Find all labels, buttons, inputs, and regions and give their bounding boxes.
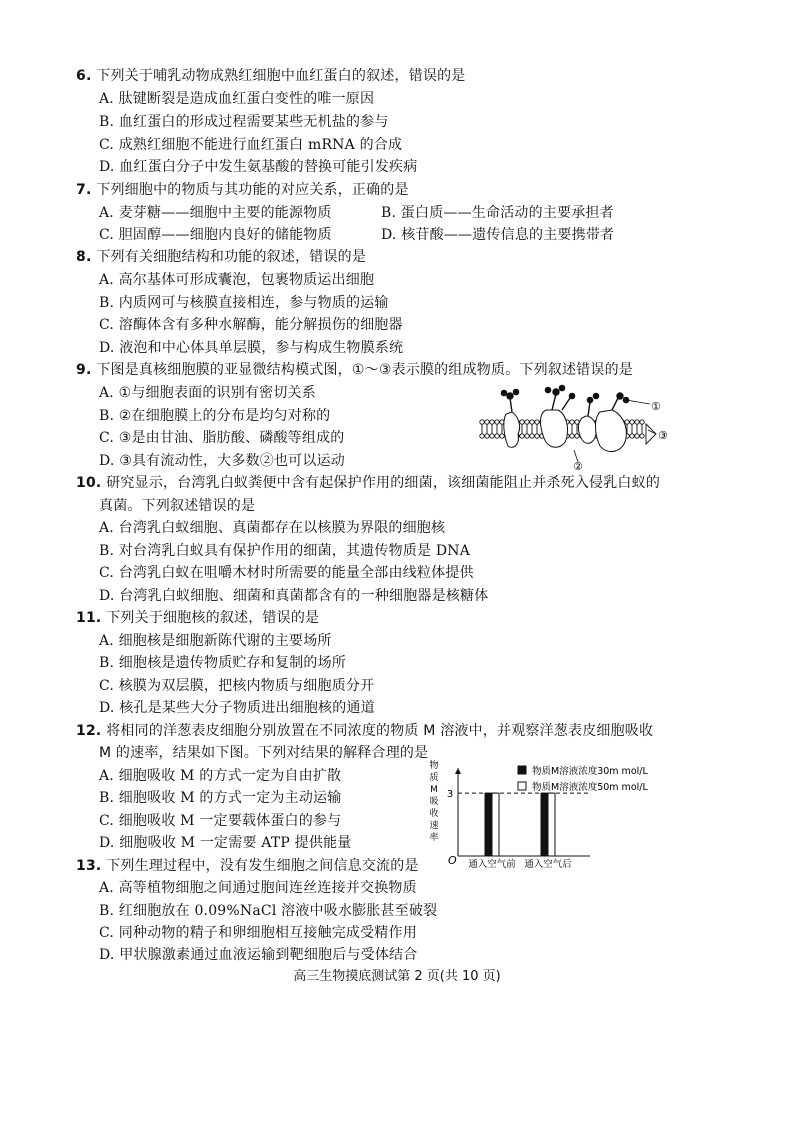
x-category-label: 通入空气前 [468,859,516,870]
q11-option-a: A. 细胞核是细胞新陈代谢的主要场所 [99,633,332,649]
q7-option-a: A. 麦芽糖——细胞中主要的能源物质 [99,205,332,221]
q11-option-d: D. 核孔是某些大分子物质进出细胞核的通道 [99,700,375,716]
phospholipid-head [490,420,494,424]
phospholipid-head [485,420,489,424]
legend-swatch [518,782,526,790]
label-2: ② [573,460,583,470]
bar-conc-50 [492,793,499,856]
y-axis-arrow [455,768,461,774]
q13-option-b: B. 红细胞放在 0.09%NaCl 溶液中吸水膨胀甚至破裂 [99,903,438,919]
phospholipid-head [635,434,639,438]
q9-option-a: A. ①与细胞表面的识别有密切关系 [99,385,316,401]
question-10-stem-cont: 真菌。下列叙述错误的是 [99,498,256,514]
phospholipid-head [520,434,524,438]
question-number: 9. [76,362,92,378]
question-7-stem [76,181,409,199]
question-10-stem [76,474,660,492]
q8-option-c: C. 溶酶体含有多种水解酶，能分解损伤的细胞器 [99,317,403,333]
membrane-protein [596,410,627,452]
q13-option-d: D. 甲状腺激素通过血液运输到靶细胞后与受体结合 [99,947,418,963]
question-9-stem [76,361,633,379]
q7-option-b: B. 蛋白质——生命活动的主要承担者 [381,205,614,221]
y-axis-label-char: 速 [429,821,439,831]
question-text: 下图是真核细胞膜的亚显微结构模式图，①～③表示膜的组成物质。下列叙述错误的是 [96,362,633,378]
membrane-protein [578,416,596,443]
phospholipid-head [480,420,484,424]
q12-option-d: D. 细胞吸收 M 一定需要 ATP 提供能量 [99,835,352,851]
question-6-stem [76,67,465,85]
q6-option-b: B. 血红蛋白的形成过程需要某些无机盐的参与 [99,114,389,130]
label-3: ③ [658,429,668,442]
phospholipid-head [630,434,634,438]
q6-option-a: A. 肽键断裂是造成血红蛋白变性的唯一原因 [99,91,375,107]
question-number: 11. [76,610,102,626]
phospholipid-head [500,434,504,438]
q8-option-a: A. 高尔基体可形成囊泡，包裹物质运出细胞 [99,272,375,288]
question-text: 下列关于细胞核的叙述，错误的是 [106,610,320,626]
bar-conc-50 [548,793,555,856]
q10-option-b: B. 对台湾乳白蚁具有保护作用的细菌，其遗传物质是 DNA [99,543,471,559]
question-text: 下列细胞中的物质与其功能的对应关系，正确的是 [96,182,409,198]
phospholipid-head [640,434,644,438]
x-category-label: 通入空气后 [524,859,572,870]
y-axis-label-char: 收 [429,809,439,819]
q9-option-d: D. ③具有流动性，大多数②也可以运动 [99,453,345,469]
phospholipid-head [570,434,574,438]
q13-option-c: C. 同种动物的精子和卵细胞相互接触完成受精作用 [99,925,417,941]
cell-membrane-figure [478,384,678,470]
phospholipid-head [630,420,634,424]
y-axis-label-char: 率 [429,833,439,843]
question-number: 7. [76,182,92,198]
question-text: 下列关于哺乳动物成熟红细胞中血红蛋白的叙述，错误的是 [96,68,466,84]
phospholipid-head [480,434,484,438]
question-number: 6. [76,68,92,84]
q10-option-d: D. 台湾乳白蚁细胞、细菌和真菌都含有的一种细胞器是核糖体 [99,588,489,604]
q6-option-d: D. 血红蛋白分子中发生氨基酸的替换可能引发疾病 [99,159,418,175]
y-axis-label-char: 吸 [429,797,439,807]
phospholipid-head [525,420,529,424]
question-12-stem [76,722,653,740]
q7-option-c: C. 胆固醇——细胞内良好的储能物质 [99,227,332,243]
q12-option-c: C. 细胞吸收 M 一定要载体蛋白的参与 [99,813,342,829]
page-footer: 高三生物摸底测试第 2 页(共 10 页) [293,969,501,984]
legend-swatch [518,766,526,774]
phospholipid-head [520,420,524,424]
phospholipid-head [640,420,644,424]
q9-option-c: C. ③是由甘油、脂肪酸、磷酸等组成的 [99,430,345,446]
label-1: ① [651,400,661,413]
question-text: 下列有关细胞结构和功能的叙述，错误的是 [96,249,367,265]
phospholipid-head [495,434,499,438]
q6-option-c: C. 成熟红细胞不能进行血红蛋白 mRNA 的合成 [99,137,403,153]
phospholipid-head [635,420,639,424]
phospholipid-head [535,420,539,424]
y-axis-label-char: M [430,785,438,795]
q9-option-b: B. ②在细胞膜上的分布是均匀对称的 [99,408,331,424]
phospholipid-head [570,420,574,424]
legend-label: 物质M溶液浓度50m mol/L [532,782,648,793]
q11-option-b: B. 细胞核是遗传物质贮存和复制的场所 [99,655,346,671]
question-number: 13. [76,858,102,874]
origin-label: O [448,854,457,867]
question-number: 12. [76,723,102,739]
question-text: 研究显示，台湾乳白蚁粪便中含有起保护作用的细菌，该细菌能阻止并杀死入侵乳白蚁的 [106,475,661,491]
phospholipid-head [575,434,579,438]
question-text: 将相同的洋葱表皮细胞分别放置在不同浓度的物质 M 溶液中，并观察洋葱表皮细胞吸收 [106,723,654,739]
q10-option-a: A. 台湾乳白蚁细胞、真菌都存在以核膜为界限的细胞核 [99,520,446,536]
membrane-protein [541,410,568,447]
q10-option-c: C. 台湾乳白蚁在咀嚼木材时所需要的能量全部由线粒体提供 [99,565,474,581]
question-11-stem [76,609,319,627]
absorption-rate-chart [420,760,680,870]
membrane-protein [504,412,520,447]
phospholipid-head [490,434,494,438]
question-text: 下列生理过程中，没有发生细胞之间信息交流的是 [106,858,419,874]
q7-option-d: D. 核苷酸——遗传信息的主要携带者 [381,227,615,243]
y-axis-label-char: 质 [429,773,439,783]
y-tick-label: 3 [446,789,454,801]
y-axis-label-char: 物 [429,761,439,771]
phospholipid-head [495,420,499,424]
phospholipid-head [530,420,534,424]
q8-option-d: D. 液泡和中心体具单层膜，参与构成生物膜系统 [99,340,404,356]
phospholipid-head [525,434,529,438]
q12-option-a: A. 细胞吸收 M 的方式一定为自由扩散 [99,768,342,784]
bar-conc-30 [541,793,548,856]
legend-label: 物质M溶液浓度30m mol/L [532,766,648,777]
q8-option-b: B. 内质网可与核膜直接相连，参与物质的运输 [99,295,389,311]
phospholipid-head [535,434,539,438]
question-13-stem [76,857,419,875]
question-number: 10. [76,475,102,491]
q11-option-c: C. 核膜为双层膜，把核内物质与细胞质分开 [99,678,375,694]
phospholipid-head [485,434,489,438]
q12-option-b: B. 细胞吸收 M 的方式一定为主动运输 [99,790,342,806]
q13-option-a: A. 高等植物细胞之间通过胞间连丝连接并交换物质 [99,880,417,896]
phospholipid-head [625,420,629,424]
question-number: 8. [76,249,92,265]
question-8-stem [76,248,366,266]
phospholipid-head [530,434,534,438]
question-12-stem-cont: M 的速率，结果如下图。下列对结果的解释合理的是 [99,745,429,761]
bar-conc-30 [485,793,492,856]
